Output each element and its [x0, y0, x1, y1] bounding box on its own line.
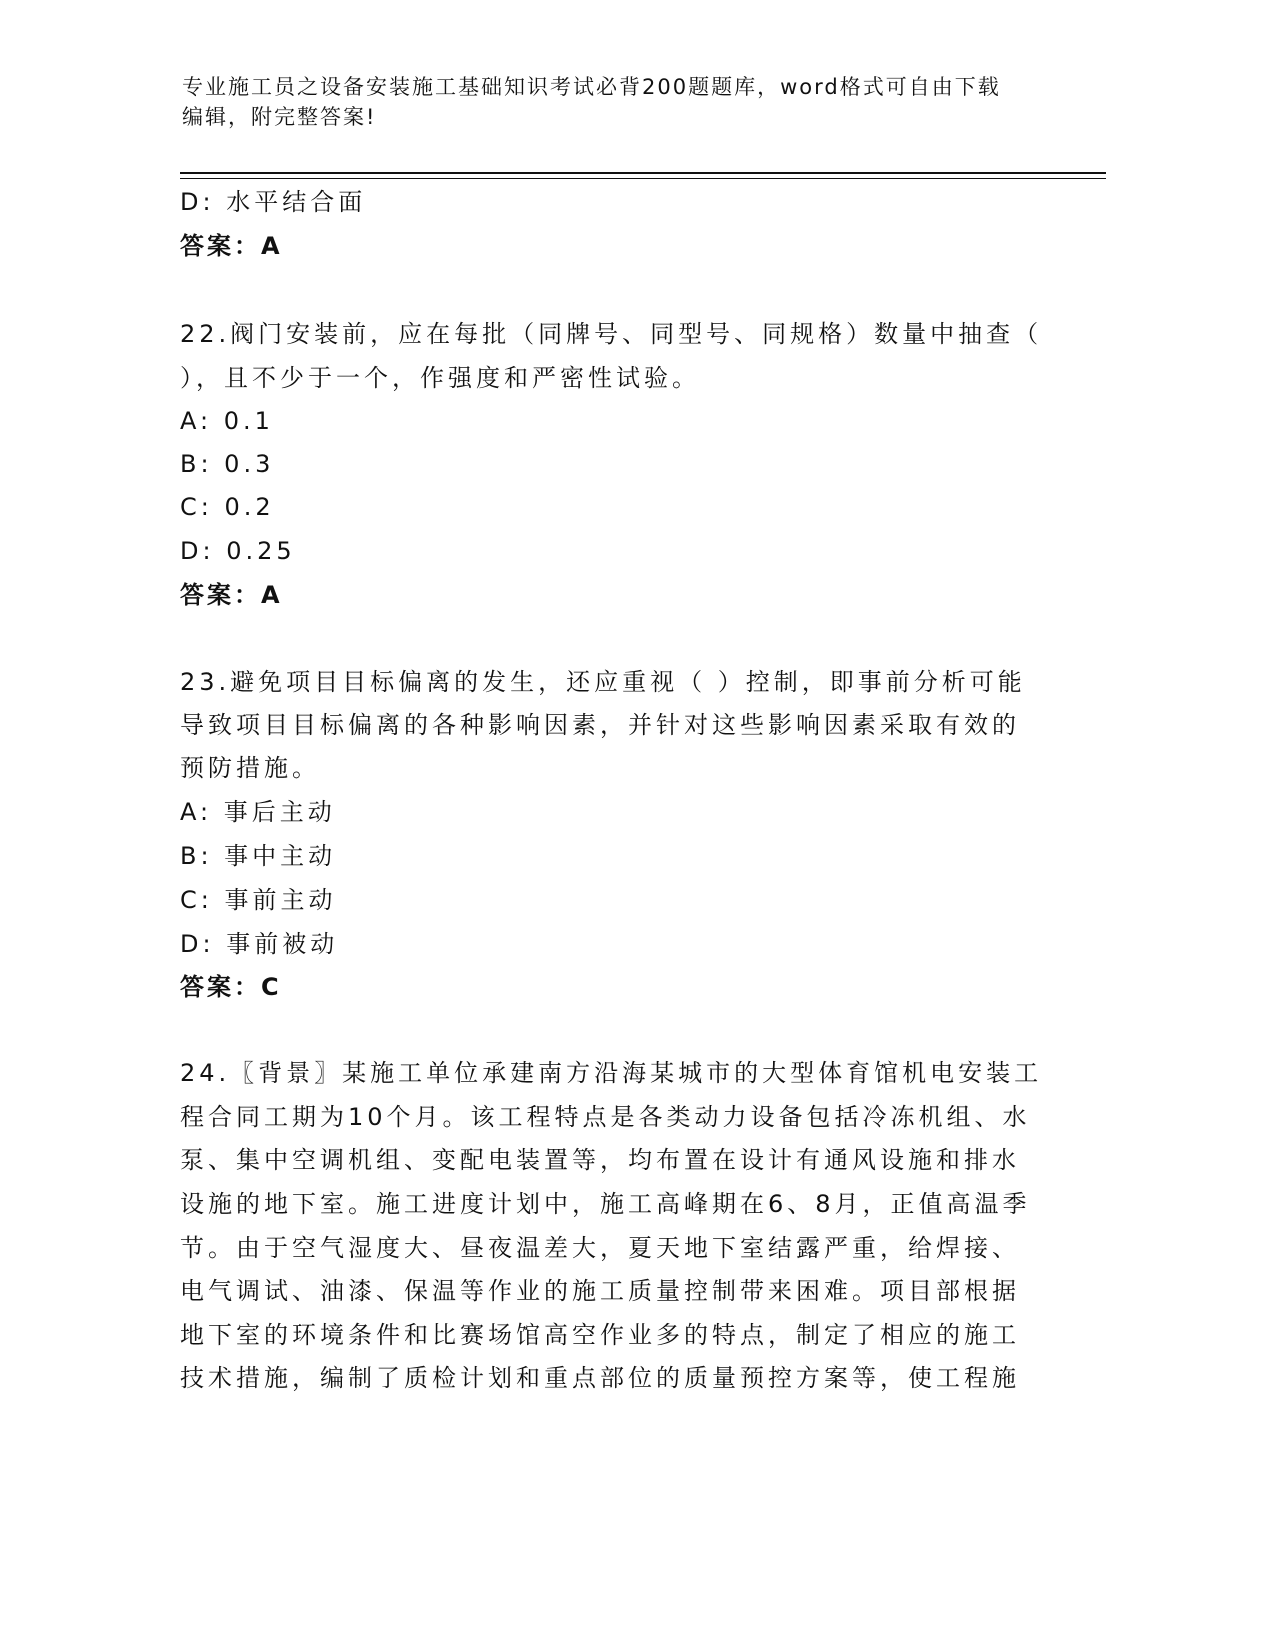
q22-text-line-1: 22.阀门安装前，应在每批（同牌号、同型号、同规格）数量中抽查（ — [180, 320, 1043, 348]
q22-text-line-2: ），且不少于一个，作强度和严密性试验。 — [180, 364, 700, 392]
q23-option-b: B: 事中主动 — [180, 842, 337, 870]
q23-answer: 答案：C — [180, 973, 282, 1001]
header-rule-thick — [180, 172, 1106, 174]
q21-answer: 答案：A — [180, 232, 283, 260]
header-rule-thin — [180, 178, 1106, 179]
document-header — [182, 72, 1062, 132]
q24-text-line: 设施的地下室。施工进度计划中，施工高峰期在6、8月，正值高温季 — [180, 1190, 1031, 1218]
q23-option-a: A: 事后主动 — [180, 798, 336, 826]
q22-option-c: C: 0.2 — [180, 493, 275, 521]
q22-option-a: A: 0.1 — [180, 407, 274, 435]
q24-text-line: 24.〖背景〗某施工单位承建南方沿海某城市的大型体育馆机电安装工 — [180, 1059, 1043, 1087]
q21-option-d: D: 水平结合面 — [180, 188, 367, 216]
q23-text-line-3: 预防措施。 — [180, 754, 320, 782]
q23-text-line-1: 23.避免项目目标偏离的发生，还应重视（ ）控制，即事前分析可能 — [180, 668, 1026, 696]
q23-option-d: D: 事前被动 — [180, 930, 339, 958]
q24-text-line: 泵、集中空调机组、变配电装置等，均布置在设计有通风设施和排水 — [180, 1146, 1020, 1174]
q22-option-b: B: 0.3 — [180, 450, 275, 478]
q22-answer: 答案：A — [180, 581, 283, 609]
q24-text-line: 地下室的环境条件和比赛场馆高空作业多的特点，制定了相应的施工 — [180, 1321, 1020, 1349]
q24-text-line: 技术措施，编制了质检计划和重点部位的质量预控方案等，使工程施 — [180, 1364, 1020, 1392]
q23-text-line-2: 导致项目目标偏离的各种影响因素，并针对这些影响因素采取有效的 — [180, 711, 1020, 739]
q23-option-c: C: 事前主动 — [180, 886, 337, 914]
header-line-1: 专业施工员之设备安装施工基础知识考试必背200题题库，word格式可自由下载 — [182, 75, 1001, 99]
q24-text-line: 电气调试、油漆、保温等作业的施工质量控制带来困难。项目部根据 — [180, 1277, 1020, 1305]
q22-option-d: D: 0.25 — [180, 537, 296, 565]
q24-text-line: 程合同工期为10个月。该工程特点是各类动力设备包括冷冻机组、水 — [180, 1103, 1031, 1131]
header-line-2: 编辑，附完整答案! — [182, 105, 377, 129]
q24-text-line: 节。由于空气湿度大、昼夜温差大，夏天地下室结露严重，给焊接、 — [180, 1234, 1020, 1262]
